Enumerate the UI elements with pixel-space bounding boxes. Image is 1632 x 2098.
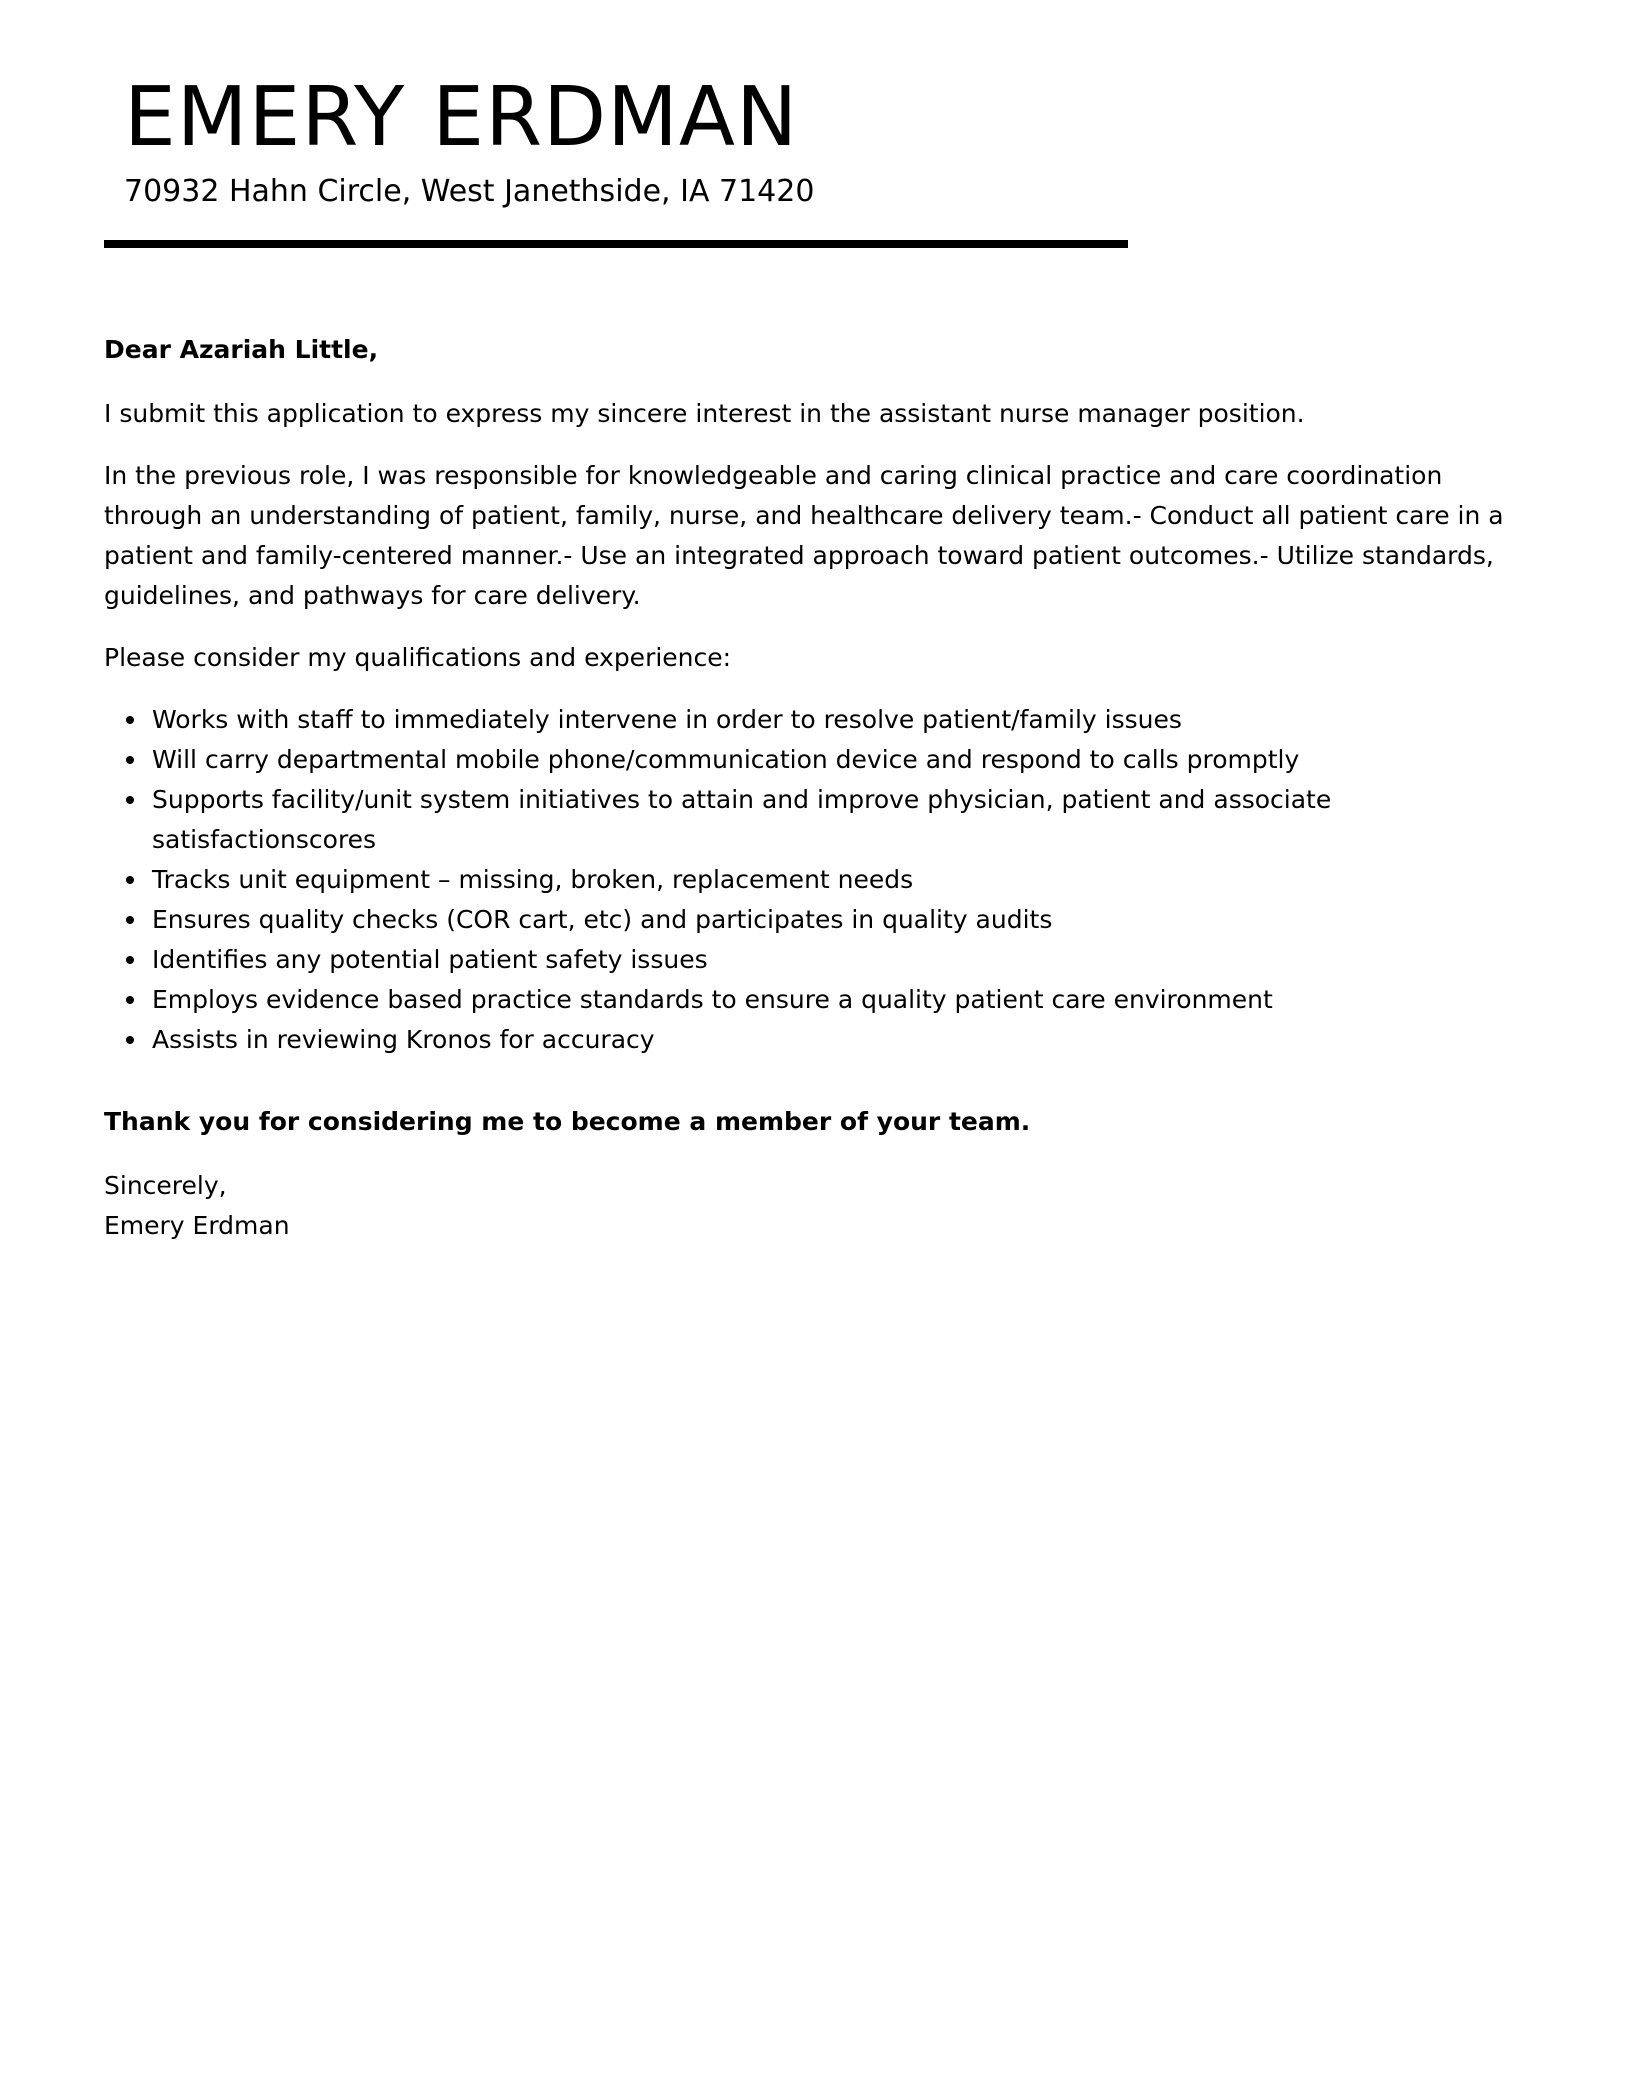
bullet-icon — [126, 916, 134, 924]
bullet-icon — [126, 996, 134, 1004]
list-item-text: Will carry departmental mobile phone/communication device and respond to calls promptly — [152, 745, 1300, 774]
signature-name: Emery Erdman — [104, 1211, 290, 1240]
bullet-icon — [126, 716, 134, 724]
thank-you-line: Thank you for considering me to become a member of your team. — [104, 1107, 1031, 1136]
list-item-text: Ensures quality checks (COR cart, etc) and participates in quality audits — [152, 905, 1053, 934]
list-item — [104, 900, 1524, 940]
letter-header — [124, 68, 814, 212]
list-item-text: Employs evidence based practice standards to ensure a quality patient care environment — [152, 985, 1273, 1014]
list-item-text: Supports facility/unit system initiatives to attain and improve physician, patient and associate satisfactionscores — [152, 785, 1332, 854]
intro-paragraph: I submit this application to express my sincere interest in the assistant nurse manager position. — [104, 399, 1305, 428]
bullet-icon — [126, 1036, 134, 1044]
list-item — [104, 860, 1524, 900]
list-item — [104, 700, 1524, 740]
list-item — [104, 940, 1524, 980]
bullet-icon — [126, 956, 134, 964]
bullet-icon — [126, 756, 134, 764]
letter-body — [104, 330, 1524, 1246]
list-item-text: Tracks unit equipment – missing, broken, replacement needs — [152, 865, 914, 894]
list-item — [104, 740, 1524, 780]
list-item-text: Identifies any potential patient safety issues — [152, 945, 708, 974]
qualifications-list — [104, 700, 1524, 1060]
header-divider — [104, 240, 1128, 248]
salutation: Dear Azariah Little, — [104, 335, 379, 364]
bullet-icon — [126, 796, 134, 804]
experience-paragraph: In the previous role, I was responsible for knowledgeable and caring clinical practice and care coordination through an understanding of patient, family, nurse, and healthcare delivery team.- Conduct all patient care in a patient and family-centered manner.- Use an integrated approach toward patient outcomes.- Utilize standards, guidelines, and pathways for care delivery. — [104, 461, 1504, 610]
bullet-icon — [126, 876, 134, 884]
list-item — [104, 780, 1524, 860]
list-item-text: Works with staff to immediately intervene in order to resolve patient/family issues — [152, 705, 1182, 734]
list-item — [104, 980, 1524, 1020]
list-item — [104, 1020, 1524, 1060]
applicant-name: EMERY ERDMAN — [124, 70, 799, 165]
qualifications-lead: Please consider my qualifications and experience: — [104, 643, 732, 672]
list-item-text: Assists in reviewing Kronos for accuracy — [152, 1025, 655, 1054]
applicant-address: 70932 Hahn Circle, West Janethside, IA 71420 — [124, 174, 815, 209]
closing: Sincerely, — [104, 1171, 227, 1200]
